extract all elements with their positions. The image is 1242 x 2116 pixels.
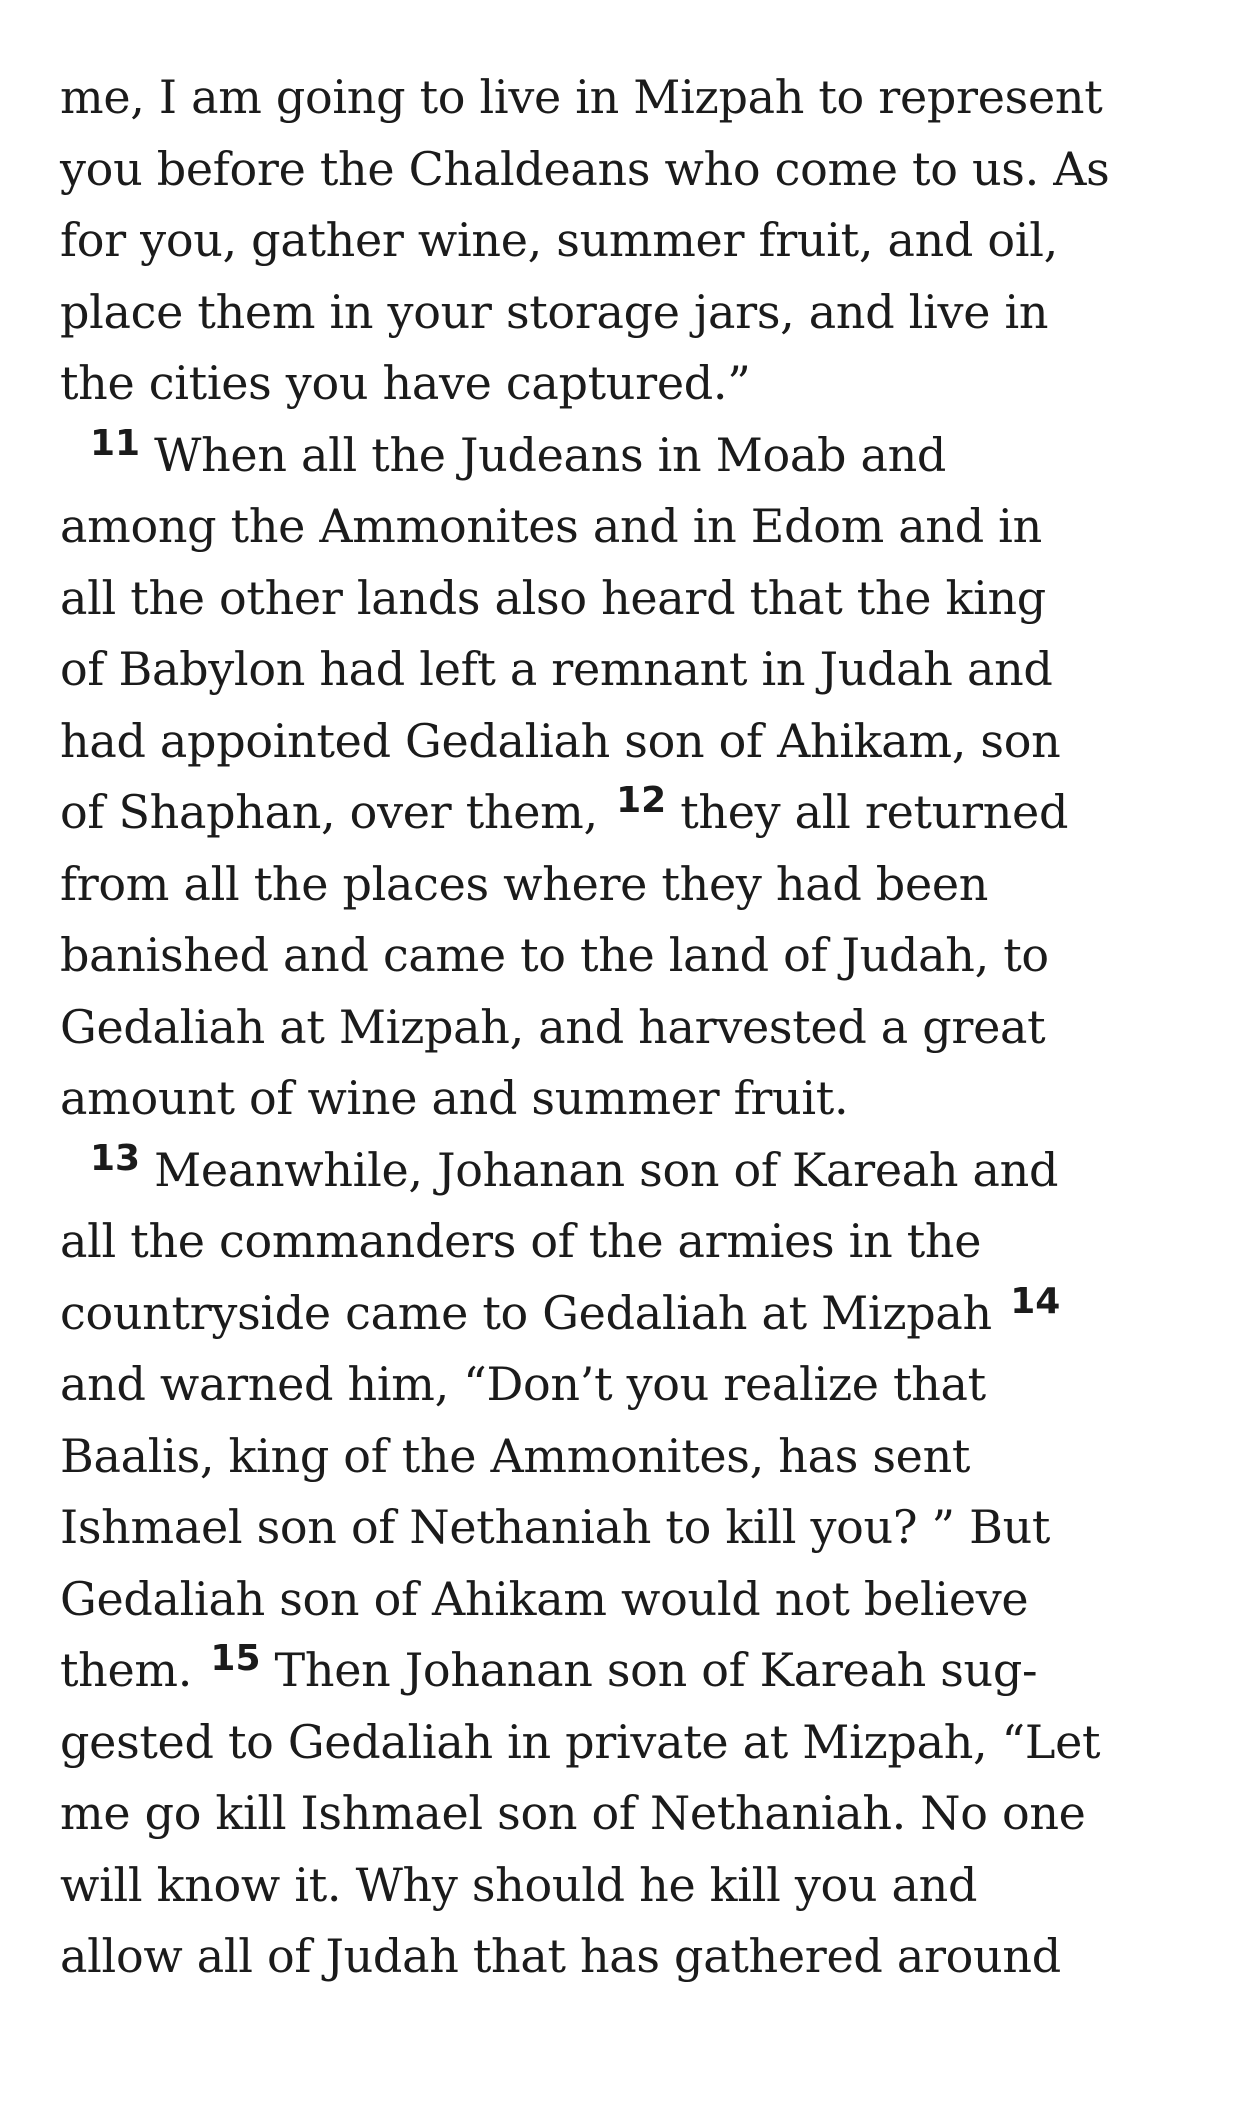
- text-line: me, I am going to live in Mizpah to represent: [60, 70, 1103, 124]
- text-segment: they all returned: [680, 785, 1069, 839]
- verse-number-13[interactable]: 13: [90, 1137, 141, 1179]
- text-segment: When all the Judeans in Moab and: [154, 427, 947, 482]
- text-segment: countryside came to Gedaliah at Mizpah: [60, 1285, 992, 1340]
- verse-number-15[interactable]: 15: [210, 1638, 261, 1679]
- text-line: me go kill Ishmael son of Nethaniah. No one: [60, 1786, 1086, 1840]
- text-segment: Meanwhile, Johanan son of Kareah and: [154, 1142, 1059, 1197]
- text-line: from all the places where they had been: [60, 856, 989, 911]
- verse-number-11[interactable]: 11: [90, 422, 141, 464]
- text-line: of Babylon had left a remnant in Judah and: [60, 642, 1053, 696]
- text-line: Gedaliah son of Ahikam would not believe: [60, 1571, 1029, 1626]
- text-segment: Then Johanan son of Kareah sug-: [274, 1643, 1038, 1697]
- verse-number-12[interactable]: 12: [616, 780, 667, 821]
- text-line: will know it. Why should he kill you and: [60, 1857, 978, 1912]
- text-line: Ishmael son of Nethaniah to kill you? ” But: [60, 1500, 1051, 1554]
- text-line: all the other lands also heard that the king: [60, 570, 1046, 625]
- text-line: amount of wine and summer fruit.: [60, 1071, 849, 1125]
- text-line: you before the Chaldeans who come to us. As: [60, 141, 1110, 196]
- verse-number-14[interactable]: 14: [1010, 1280, 1061, 1322]
- verse-14-start: [60, 1278, 1210, 1350]
- text-line: had appointed Gedaliah son of Ahikam, son: [60, 713, 1061, 768]
- verse-15-start: [60, 1635, 1210, 1707]
- text-line: gested to Gedaliah in private at Mizpah, “Let: [60, 1714, 1101, 1769]
- text-line: Baalis, king of the Ammonites, has sent: [60, 1428, 971, 1483]
- scripture-text: [60, 62, 1210, 1993]
- text-line: Gedaliah at Mizpah, and harvested a great: [60, 999, 1046, 1054]
- verse-11-start: [60, 420, 1210, 492]
- text-line: for you, gather wine, summer fruit, and oil,: [60, 213, 1058, 267]
- text-line: and warned him, “Don’t you realize that: [60, 1357, 986, 1411]
- text-line: all the commanders of the armies in the: [60, 1214, 982, 1268]
- text-line: among the Ammonites and in Edom and in: [60, 499, 1042, 553]
- text-segment: them.: [60, 1643, 193, 1697]
- text-line: place them in your storage jars, and live in: [60, 284, 1049, 339]
- text-line: banished and came to the land of Judah, to: [60, 928, 1049, 982]
- text-segment: of Shaphan, over them,: [60, 785, 598, 839]
- verse-13-start: [60, 1135, 1210, 1207]
- verse-12-start: [60, 777, 1210, 849]
- text-line: the cities you have captured.”: [60, 356, 751, 410]
- text-line: allow all of Judah that has gathered around: [60, 1929, 1061, 1983]
